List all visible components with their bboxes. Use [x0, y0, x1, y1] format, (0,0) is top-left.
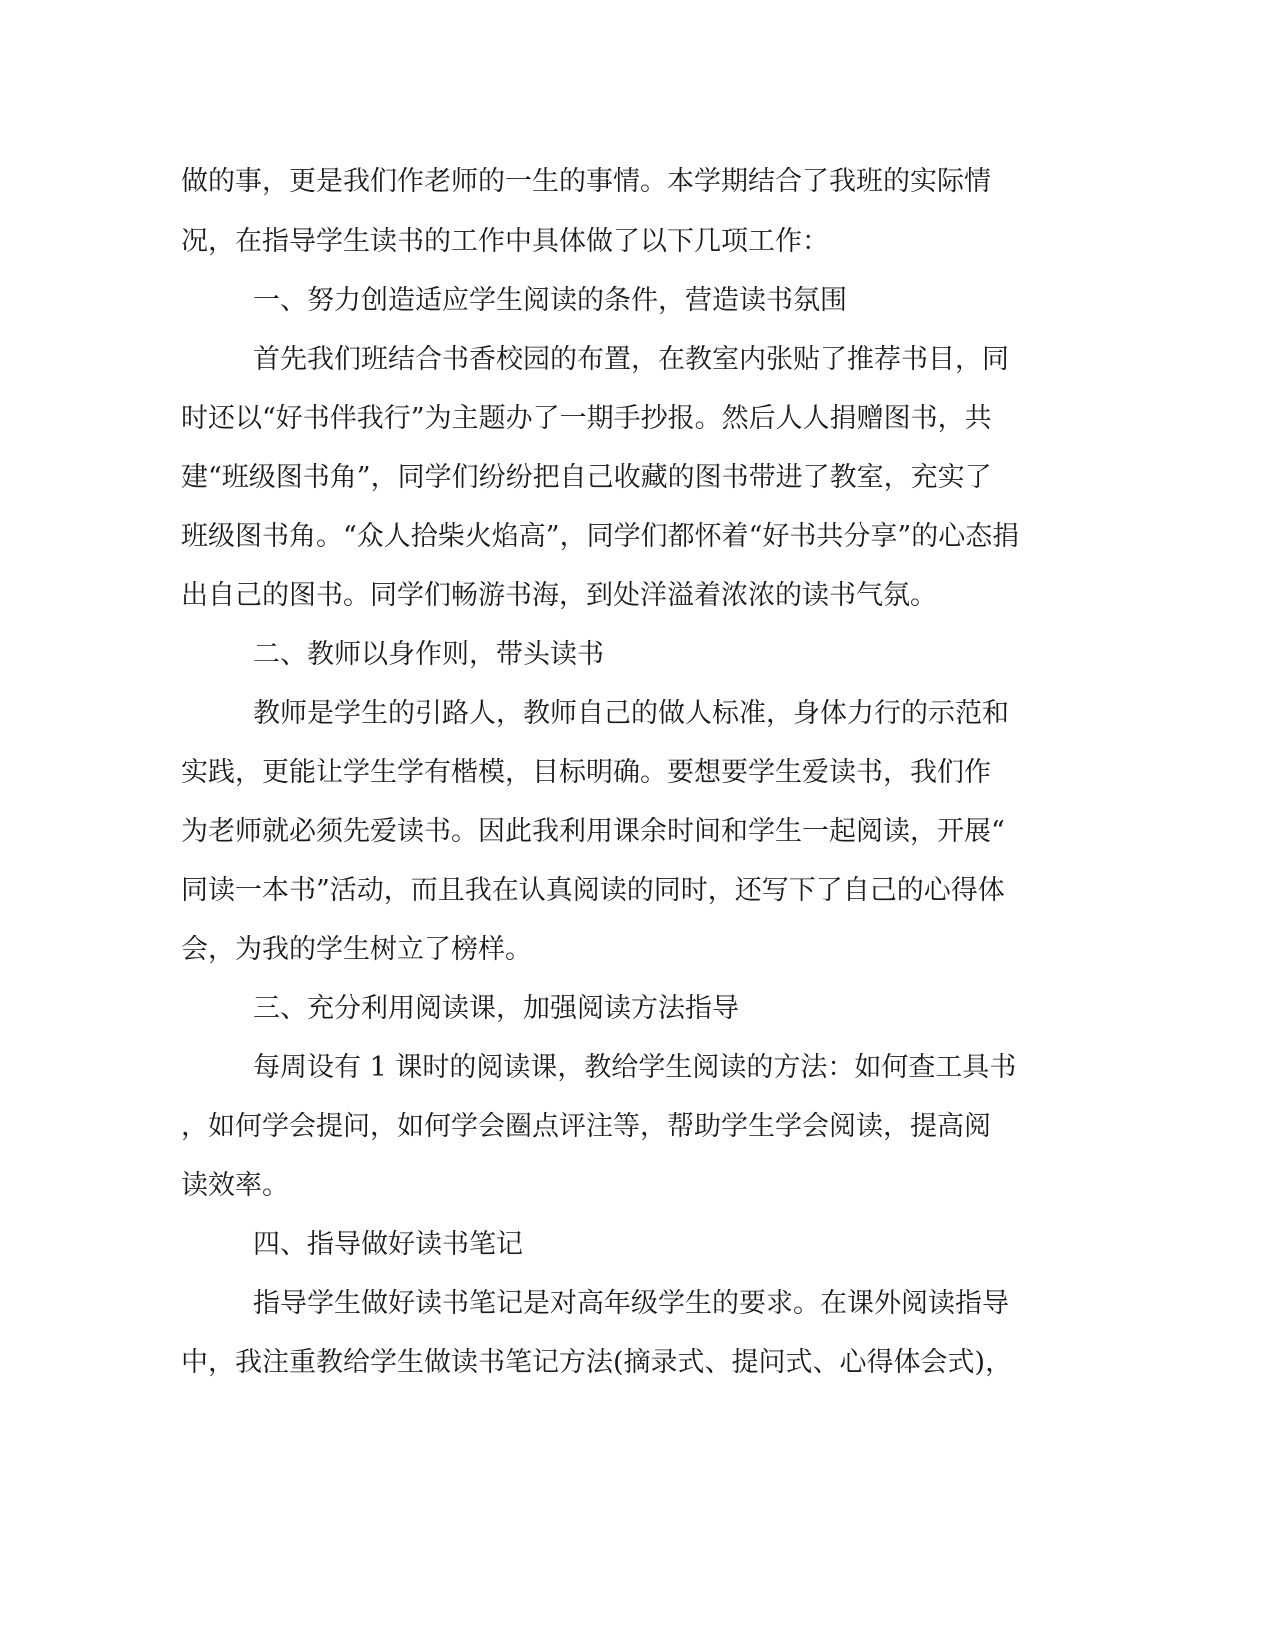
section-heading: 二、教师以身作则，带头读书 — [253, 639, 604, 670]
text-line: 首先我们班结合书香校园的布置，在教室内张贴了推荐书目，同 — [253, 344, 1009, 375]
text-line: 同读一本书”活动，而且我在认真阅读的同时，还写下了自己的心得体 — [181, 875, 1005, 906]
text-line: 为老师就必须先爱读书。因此我利用课余时间和学生一起阅读，开展“ — [181, 816, 1005, 847]
text-line: 出自己的图书。同学们畅游书海，到处洋溢着浓浓的读书气氛。 — [181, 580, 937, 611]
text-line: 实践，更能让学生学有楷模，目标明确。要想要学生爱读书，我们作 — [181, 757, 991, 788]
text-line: 时还以“好书伴我行”为主题办了一期手抄报。然后人人捐赠图书，共 — [181, 403, 992, 434]
section-heading: 四、指导做好读书笔记 — [253, 1229, 523, 1260]
text-line: 况，在指导学生读书的工作中具体做了以下几项工作： — [181, 226, 829, 257]
text-line: 教师是学生的引路人，教师自己的做人标准，身体力行的示范和 — [253, 698, 1009, 729]
section-heading: 一、努力创造适应学生阅读的条件，营造读书氛围 — [253, 285, 847, 316]
text-line: 中，我注重教给学生做读书笔记方法(摘录式、提问式、心得体会式)， — [181, 1347, 1013, 1378]
text-line: 每周设有 1 课时的阅读课，教给学生阅读的方法：如何查工具书 — [253, 1052, 1017, 1083]
text-line: 会，为我的学生树立了榜样。 — [181, 934, 532, 965]
text-line: 班级图书角。“众人拾柴火焰高”，同学们都怀着“好书共分享”的心态捐 — [181, 521, 1020, 552]
text-line: 指导学生做好读书笔记是对高年级学生的要求。在课外阅读指导 — [253, 1288, 1009, 1319]
section-heading: 三、充分利用阅读课，加强阅读方法指导 — [253, 993, 739, 1024]
text-line: 建“班级图书角”，同学们纷纷把自己收藏的图书带进了教室，充实了 — [181, 462, 992, 493]
text-line: 做的事，更是我们作老师的一生的事情。本学期结合了我班的实际情 — [181, 166, 991, 197]
text-line: 读效率。 — [181, 1170, 289, 1201]
text-line: ，如何学会提问，如何学会圈点评注等，帮助学生学会阅读，提高阅 — [181, 1111, 991, 1142]
